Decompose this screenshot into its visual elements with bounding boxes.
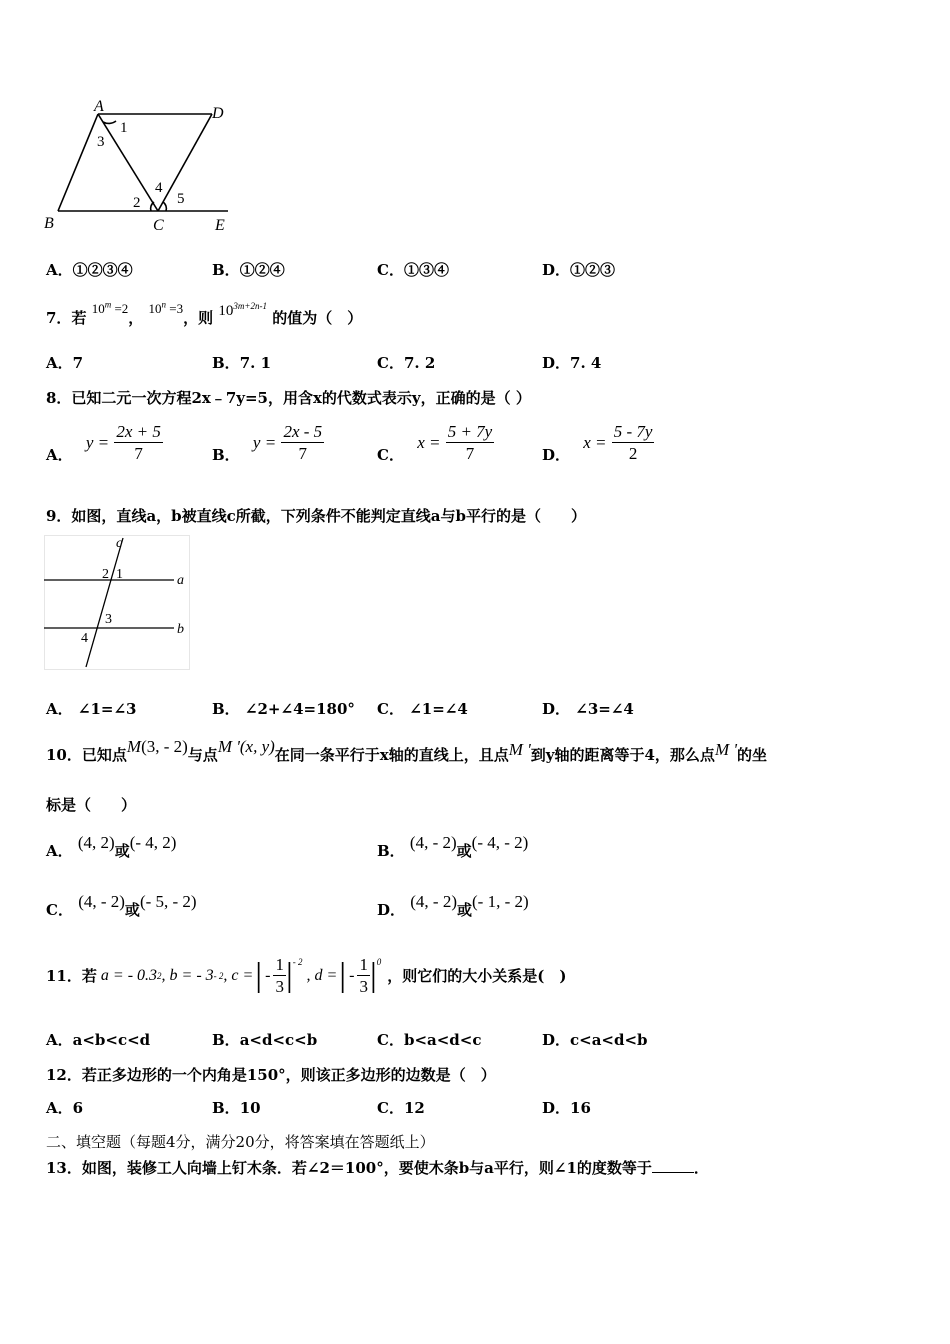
fig6-label-3: 3 [97, 134, 105, 150]
q12-stem: 12．若正多边形的一个内角是150°，则该正多边形的边数是（ ） [46, 1066, 496, 1084]
q9-option-a[interactable]: A． ∠1=∠3 [46, 700, 137, 718]
q10-stem-line2: 标是（ ） [46, 796, 137, 814]
q6-option-c[interactable]: C．①③④ [377, 261, 449, 279]
q7-option-d[interactable]: D．7. 4 [542, 354, 602, 372]
fig6-label-5: 5 [177, 191, 185, 207]
q8-option-a[interactable]: A． y = $\frac{2x + 5}{7}$ [46, 422, 161, 464]
q13-stem: 13．如图，装修工人向墙上钉木条．若∠2＝100°，要使木条b与a平行，则∠1的度数等于 ． [46, 1159, 709, 1177]
q7-option-c[interactable]: C．7. 2 [377, 354, 436, 372]
q12-option-c[interactable]: C．12 [377, 1099, 425, 1117]
fig6-label-2: 2 [133, 195, 141, 211]
q7-stem: 7．若 $10^m =2$， $10^n =3$，则 $10^{3m+2n-1}$ 的值为（ ） [46, 299, 363, 327]
q12-option-b[interactable]: B．10 [212, 1099, 261, 1117]
q8-option-b[interactable]: B． y = $\frac{2x - 5}{7}$ [212, 422, 323, 464]
fig6-label-D: D [212, 105, 224, 122]
q10-option-a[interactable]: A． (4, 2)或(- 4, 2) [46, 833, 177, 860]
parallel-lines-figure [44, 535, 190, 670]
q9-option-d[interactable]: D． ∠3=∠4 [542, 700, 634, 718]
q9-option-c[interactable]: C． ∠1=∠4 [377, 700, 468, 718]
fig9-label-1: 1 [116, 567, 123, 582]
q8-option-c[interactable]: C． x = $\frac{5 + 7y}{7}$ [377, 422, 493, 464]
q10-option-c[interactable]: C． (4, - 2)或(- 5, - 2) [46, 892, 197, 919]
fig6-label-A: A [94, 98, 104, 115]
fig9-label-2: 2 [102, 567, 109, 582]
q12-option-a[interactable]: A．6 [46, 1099, 84, 1117]
q12-option-d[interactable]: D．16 [542, 1099, 591, 1117]
q8-stem: 8．已知二元一次方程2x﹣7y=5，用含x的代数式表示y，正确的是（ ） [46, 389, 531, 407]
q11-stem: 11． 若 a = - 0.3 2 , b = - 3 - 2 , c = | - $\frac{1}{3}$ | - 2 , d = | - $\frac{1}{3}$ | 0 ，则它们的大小关系是( ) [46, 954, 567, 996]
fig6-label-4: 4 [155, 180, 163, 196]
section-heading: 二、填空题（每题4分，满分20分，将答案填在答题纸上） [46, 1133, 435, 1151]
q7-option-b[interactable]: B．7. 1 [212, 354, 272, 372]
fig9-label-b: b [177, 622, 184, 637]
q8-option-d[interactable]: D． x = $\frac{5 - 7y}{2}$ [542, 422, 653, 464]
q11-option-a[interactable]: A．a<b<c<d [46, 1031, 151, 1049]
fig9-label-3: 3 [105, 612, 112, 627]
q9-stem: 9．如图，直线a，b被直线c所截，下列条件不能判定直线a与b平行的是（ ） [46, 507, 586, 525]
q6-option-b[interactable]: B．①②④ [212, 261, 285, 279]
q11-option-b[interactable]: B．a<d<c<b [212, 1031, 318, 1049]
q7-option-a[interactable]: A．7 [46, 354, 84, 372]
q11-option-d[interactable]: D．c<a<d<b [542, 1031, 648, 1049]
q13-answer-blank[interactable] [652, 1158, 694, 1173]
fig9-label-a: a [177, 573, 184, 588]
q11-option-c[interactable]: C．b<a<d<c [377, 1031, 482, 1049]
fig9-label-4: 4 [81, 631, 88, 646]
fig6-label-E: E [215, 217, 225, 234]
q10-option-d[interactable]: D． (4, - 2)或(- 1, - 2) [377, 892, 529, 919]
fig6-label-C: C [153, 217, 164, 234]
fig6-label-1: 1 [120, 120, 128, 136]
q6-option-d[interactable]: D．①②③ [542, 261, 616, 279]
q9-option-b[interactable]: B． ∠2+∠4=180° [212, 700, 355, 718]
q10-stem: 10．已知点M(3, - 2)与点M '(x, y)在同一条平行于x轴的直线上，且点M '到y轴的距离等于4，那么点M '的坐 [46, 737, 767, 764]
fig9-label-c: c [116, 536, 123, 551]
q10-option-b[interactable]: B． (4, - 2)或(- 4, - 2) [377, 833, 529, 860]
fig6-label-B: B [44, 215, 54, 232]
q6-option-a[interactable]: A．①②③④ [46, 261, 133, 279]
parallelogram-figure [40, 95, 240, 240]
